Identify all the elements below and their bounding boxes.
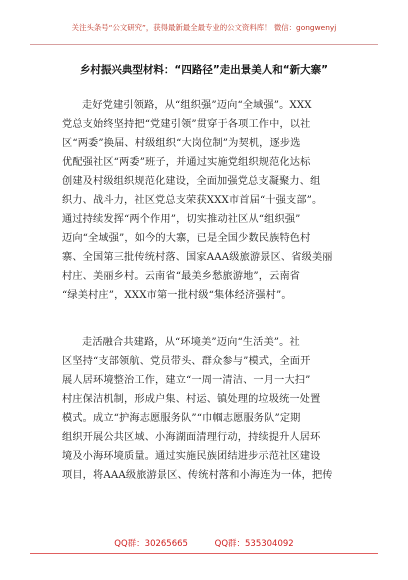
document-title: 乡村振兴典型材料：“四路径”走出景美人和“新大寨” bbox=[79, 64, 329, 76]
header-divider bbox=[30, 44, 378, 45]
body-line: 党总支始终坚持把“党建引领”贯穿于各项工作中，以社 bbox=[62, 119, 311, 130]
body-line: 寨、全国第三批传统村落、国家AAA级旅游景区、省级美丽 bbox=[62, 252, 333, 263]
body-line: 村庄、美丽乡村。云南省“最美乡愁旅游地”，云南省 bbox=[62, 271, 301, 282]
body-line: 区坚持“支部领航、党员带头、群众参与”模式，全面开 bbox=[62, 356, 311, 367]
footer-contact bbox=[0, 537, 408, 549]
body-line: 织力、战斗力，社区党总支荣获XXX市首届“十强支部”。 bbox=[62, 195, 323, 206]
body-line: “绿美村庄”，XXX市第一批村级“集体经济强村”。 bbox=[62, 290, 292, 301]
body-line: 境及小海环境质量。通过实施民族团结进步示范社区建设 bbox=[62, 451, 321, 462]
body-line: 村庄保洁机制，形成户集、村运、镇处理的垃圾统一处置 bbox=[62, 394, 321, 405]
body-line: 模式。成立“护海志愿服务队”“巾帼志愿服务队”定期 bbox=[62, 413, 301, 424]
body-line: 走活融合共建路，从“环境美”迈向“生活美”。社 bbox=[82, 337, 300, 348]
body-line: 优配强社区“两委”班子，并通过实施党组织规范化达标 bbox=[62, 157, 311, 168]
body-line: 组织开展公共区域、小海湖面清理行动，持续提升人居环 bbox=[62, 432, 321, 443]
body-line: 通过持续发挥“两个作用”，切实推动社区从“组织强” bbox=[62, 214, 301, 225]
header-notice: 关注头条号“公文研究”，获得最新最全最专业的公文资料库！ 微信：gongwenyj bbox=[71, 23, 337, 32]
body-line: 项目，将AAA级旅游景区、传统村落和小海连为一体，把传 bbox=[62, 470, 333, 481]
body-line: 展人居环境整治工作，建立“一周一清洁、一月一大扫” bbox=[62, 375, 311, 386]
body-line: 创建及村级组织规范化建设，全面加强党总支凝聚力、组 bbox=[62, 176, 321, 187]
footer-divider bbox=[30, 553, 378, 554]
body-line: 走好党建引领路，从“组织强”迈向“全域强”。XXX bbox=[82, 100, 312, 111]
body-line: 迈向“全域强”，如今的大寨，已是全国少数民族特色村 bbox=[62, 233, 311, 244]
footer-qq-group-2: QQ群：535304092 bbox=[214, 539, 294, 549]
body-line: 区“两委”换届、村级组织“大岗位制”为契机，逐步选 bbox=[62, 138, 301, 149]
footer-qq-group-1: QQ群：30265665 bbox=[114, 539, 188, 549]
